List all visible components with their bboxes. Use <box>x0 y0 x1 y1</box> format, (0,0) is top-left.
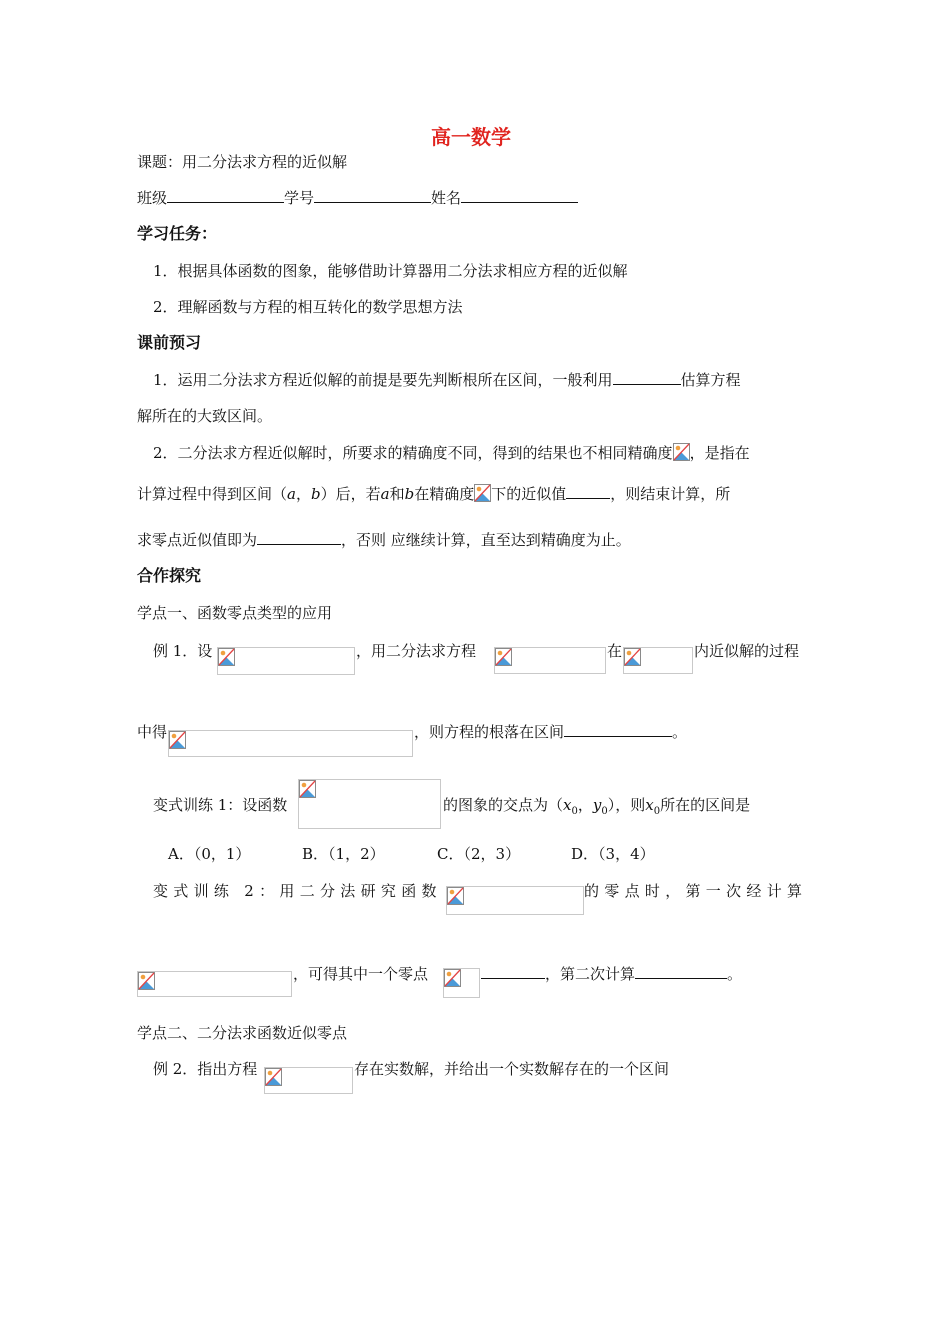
broken-image-icon <box>218 648 235 666</box>
preview-blank-2 <box>566 484 610 499</box>
variant-2-blank-1 <box>481 964 545 979</box>
topic-line: 课题：用二分法求方程的近似解 <box>137 153 348 171</box>
example-1-lead: 例 1．设 <box>153 642 213 660</box>
preview-paragraph-2-line2: 计算过程中得到区间（a，b）后，若a和b在精确度 下的近似值 ，则结束计算，所 <box>137 485 731 503</box>
example-1-text-2: ，用二分法求方程 <box>356 642 477 660</box>
broken-image-icon <box>138 972 155 990</box>
example-2-lead: 例 2．指出方程 <box>153 1060 258 1078</box>
id-label: 学号 <box>284 189 315 207</box>
task-item-1: 1．根据具体函数的图象，能够借助计算器用二分法求相应方程的近似解 <box>153 262 628 280</box>
section-heading-explore: 合作探究 <box>137 566 202 585</box>
broken-image-icon <box>444 969 461 987</box>
formula-image-placeholder <box>443 968 480 998</box>
preview-paragraph-2: 2．二分法求方程近似解时，所要求的精确度不同，得到的结果也不相同精确度 ，是指在 <box>153 444 750 462</box>
student-info-line <box>137 188 578 208</box>
example-1-text-5: 中得 <box>137 723 168 741</box>
option-b: B．（1，2） <box>302 845 385 863</box>
broken-image-icon <box>495 648 512 666</box>
preview-paragraph-2-line3: 求零点近似值即为 ，否则 应继续计算，直至达到精确度为止。 <box>137 531 631 549</box>
formula-image-placeholder <box>298 779 441 829</box>
formula-image-placeholder <box>494 647 606 674</box>
formula-image-placeholder <box>217 647 355 675</box>
formula-image-placeholder <box>264 1067 353 1094</box>
preview-blank-3 <box>257 530 341 545</box>
variant-2-lead: 变式训练 2：用二分法研究函数 <box>153 882 442 900</box>
variant-2-blank-2 <box>635 964 727 979</box>
broken-image-icon <box>673 443 690 461</box>
option-a: A．（0，1） <box>168 845 251 863</box>
variant-2-text-2: 的零点时，第一次经计算 <box>584 882 808 900</box>
broken-image-icon <box>299 780 316 798</box>
formula-image-placeholder <box>446 886 584 915</box>
example-1-text-6: ，则方程的根落在区间 。 <box>414 723 688 741</box>
subsection-1: 学点一、函数零点类型的应用 <box>137 604 333 622</box>
task-item-2: 2．理解函数与方程的相互转化的数学思想方法 <box>153 298 463 316</box>
formula-image-placeholder <box>623 647 693 674</box>
class-label: 班级 <box>137 189 168 207</box>
example-1-text-3: 在 <box>607 642 623 660</box>
option-d: D．（3，4） <box>571 845 655 863</box>
formula-image-placeholder <box>168 730 413 757</box>
preview-paragraph-1-cont: 解所在的大致区间。 <box>137 407 273 425</box>
section-heading-tasks: 学习任务： <box>137 224 218 243</box>
variant-1-text: 的图象的交点为（$x_0$，$y_0$），则$x_0$所在的区间是 <box>443 796 751 817</box>
name-label: 姓名 <box>431 189 462 207</box>
name-blank <box>461 188 578 203</box>
variant-2-text-3: ，可得其中一个零点 <box>293 965 429 983</box>
variant-1-lead: 变式训练 1：设函数 <box>153 796 288 814</box>
preview-blank-1 <box>613 370 681 385</box>
broken-image-icon <box>624 648 641 666</box>
page-title: 高一数学 <box>431 125 511 149</box>
broken-image-icon <box>447 887 464 905</box>
subsection-2: 学点二、二分法求函数近似零点 <box>137 1024 348 1042</box>
id-blank <box>314 188 431 203</box>
class-blank <box>167 188 284 203</box>
section-heading-preview: 课前预习 <box>137 333 202 352</box>
example-1-text-4: 内近似解的过程 <box>694 642 800 660</box>
example-1-answer-blank <box>564 722 672 737</box>
example-2-text: 存在实数解，并给出一个实数解存在的一个区间 <box>354 1060 670 1078</box>
preview-paragraph-1: 1．运用二分法求方程近似解的前提是要先判断根所在区间，一般利用 估算方程 <box>153 371 741 389</box>
variant-2-text-4: ，第二次计算 。 <box>481 964 742 984</box>
formula-image-placeholder <box>137 971 292 997</box>
broken-image-icon <box>474 484 491 502</box>
option-c: C．（2，3） <box>437 845 521 863</box>
broken-image-icon <box>265 1068 282 1086</box>
broken-image-icon <box>169 731 186 749</box>
